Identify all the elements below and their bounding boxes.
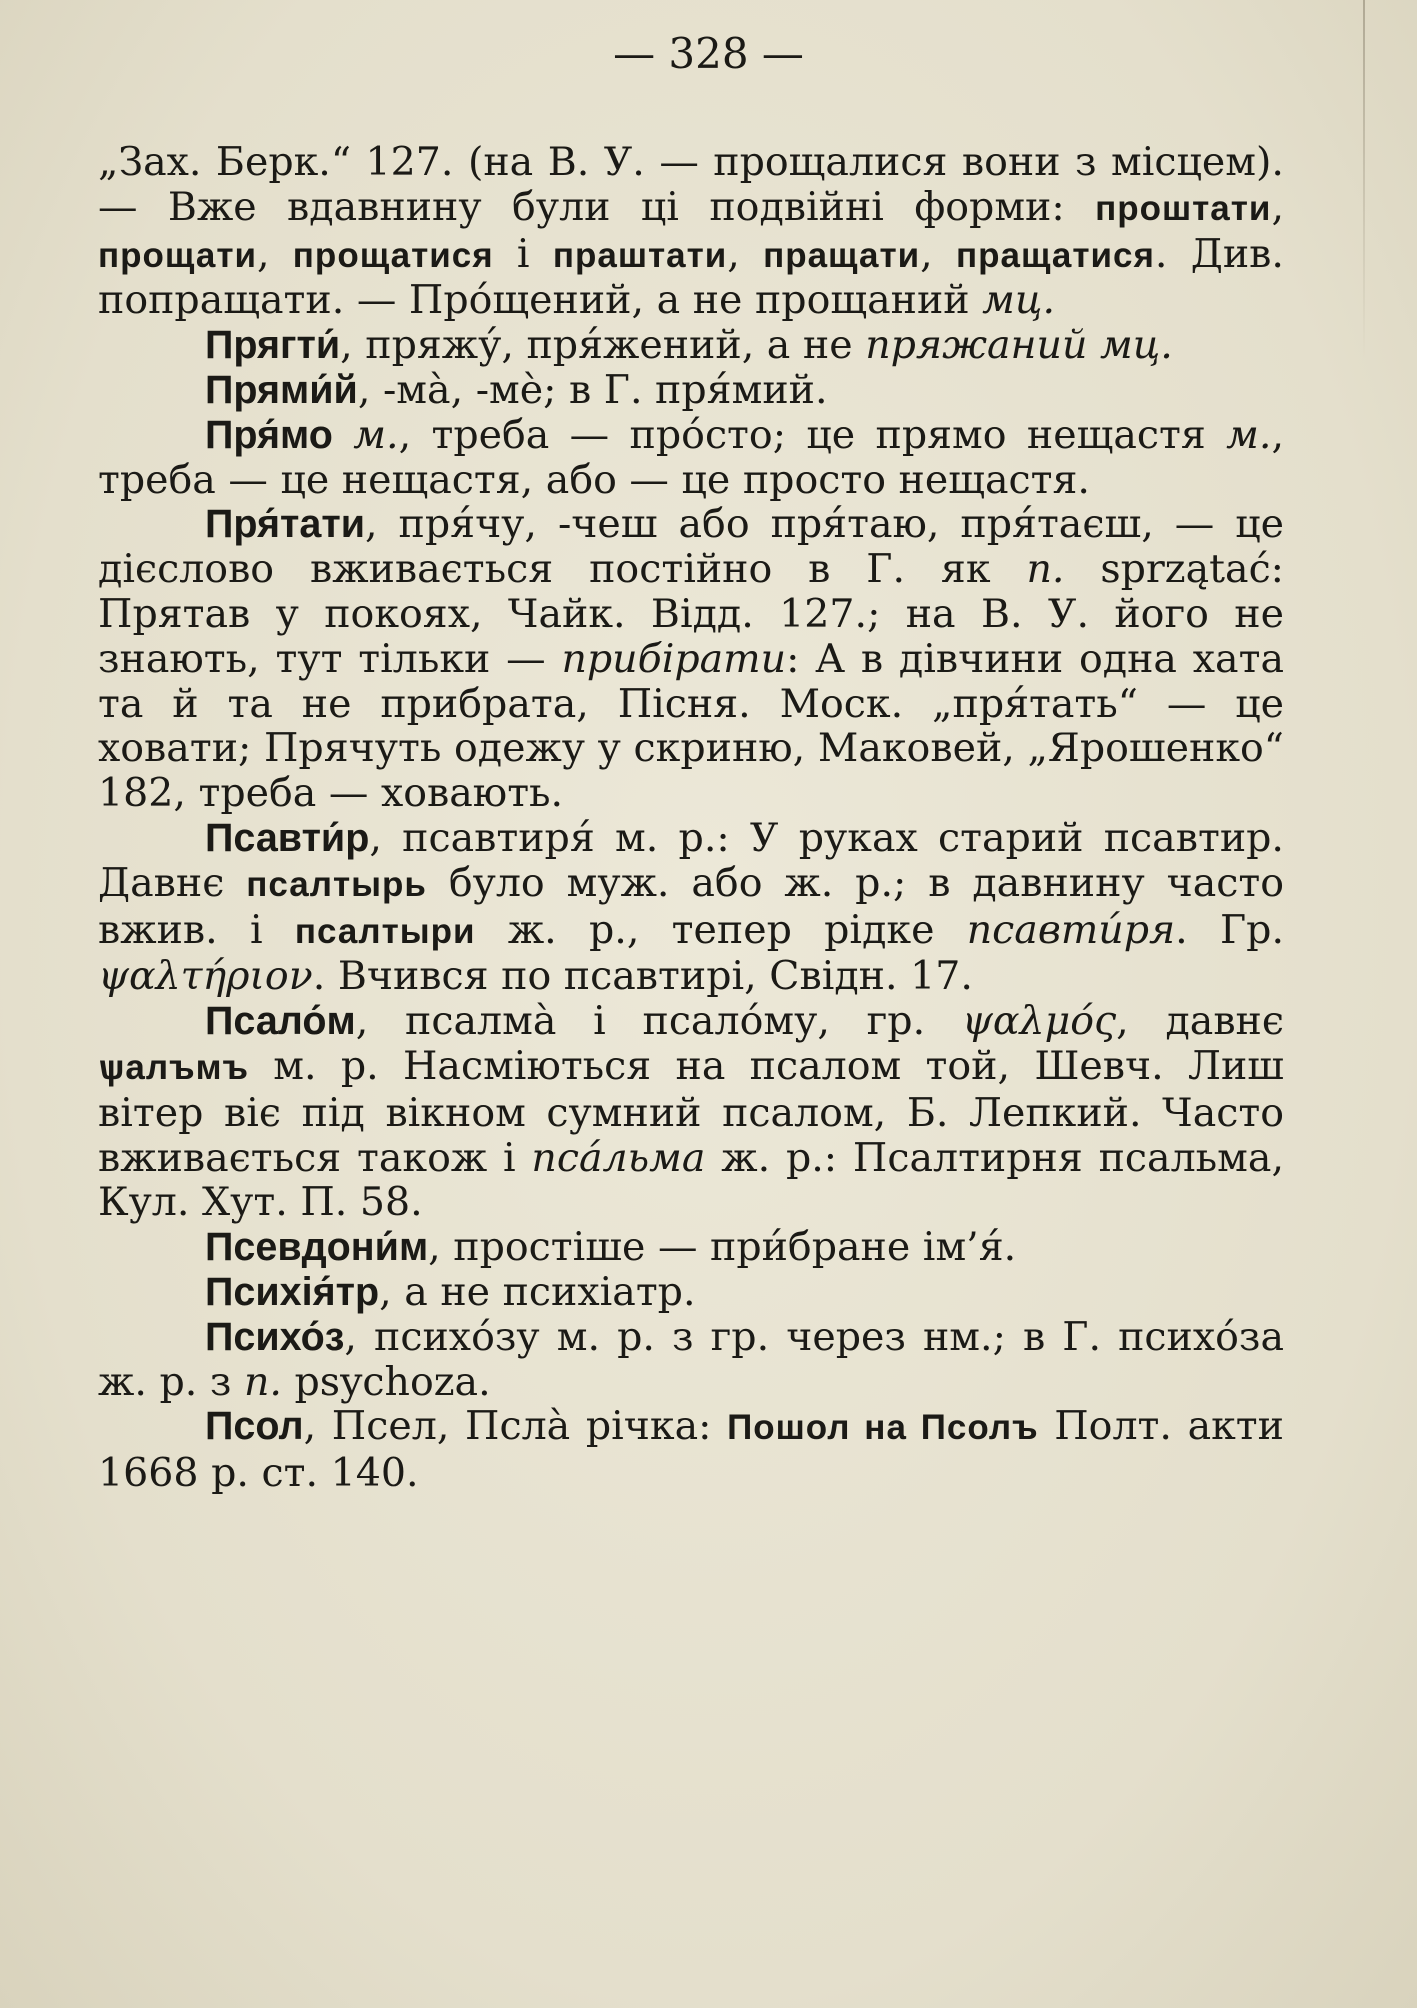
text-run: , психóзу м. р. з гр. через нм.; в Г. психóза ж. р. з: [98, 1313, 1284, 1405]
text-run: , треба — прóсто; це прямо нещастя: [398, 411, 1227, 458]
text-run: sprzątać: Прятав у покоях, Чайк. Відд. 127.; на В. У. його не знають, тут тільки —: [98, 546, 1284, 682]
old-slavonic-word: прощатися: [292, 235, 494, 275]
text-run: , пряжу́, пря́жений, а не: [340, 322, 866, 369]
headword: Псало́м: [205, 999, 356, 1044]
text-run: , простіше — при́бране ім’я́.: [428, 1224, 1017, 1271]
italic-text: пряжаний: [865, 322, 1088, 369]
old-slavonic-word: псалтыри: [294, 911, 476, 951]
text-run: ж. р., тепер рідке: [475, 906, 967, 953]
dictionary-entry: [98, 816, 1284, 999]
text-run: , давнє: [1116, 998, 1285, 1045]
italic-text: мц.: [982, 277, 1056, 324]
text-run: , пря́чу, -чеш або пря́таю, пря́таєш, — це дієслово вживається постійно в Г. як: [98, 501, 1284, 593]
text-run: ж. р.: Псалтирня псальма, Кул. Хут. П. 58.: [98, 1134, 1284, 1226]
text-run: м. р. Насміються на псалом той, Шевч. Лиш вітер віє під вікном сумний псалом, Б. Лепкий. Часто вживається також і: [98, 1042, 1284, 1181]
old-slavonic-word: прощати: [98, 235, 257, 275]
text-run: . Гр.: [1175, 906, 1284, 953]
italic-text: м.: [1226, 411, 1272, 458]
text-run: : А в дівчини одна хата та й та не прибрата, Пісня. Моск. „пря́тать“ — це ховати; Прячуть одежу у скриню, Маковей, „Ярошенко“ 182, треба — ховають.: [98, 635, 1284, 817]
old-slavonic-word: праштати: [552, 235, 728, 275]
text-run: , Псел, Пслà річка:: [303, 1403, 728, 1450]
continued-paragraph: [98, 140, 1284, 323]
dictionary-entry: [98, 1270, 1284, 1315]
old-slavonic-word: пращати: [763, 235, 921, 275]
text-run: ,: [256, 230, 293, 277]
text-run: , а не психіатр.: [379, 1268, 696, 1315]
old-slavonic-word: псалтырь: [246, 864, 427, 904]
old-slavonic-word: проштати: [1095, 188, 1272, 228]
headword: Психо́з: [205, 1314, 345, 1359]
headword: Прями́й: [205, 367, 358, 412]
dictionary-entry: [98, 413, 1284, 503]
dictionary-entry: [98, 502, 1284, 816]
italic-text: п.: [1026, 546, 1065, 593]
italic-text: мц.: [1099, 322, 1173, 369]
page-number: — 328 —: [613, 29, 804, 78]
dictionary-entry: [98, 1315, 1284, 1405]
old-slavonic-word: Пошол на Псолъ: [727, 1408, 1039, 1448]
text-run: . Див. попращати. — Прóщений, а не прощаний: [98, 230, 1284, 324]
headword: Пря́мо: [205, 412, 333, 457]
text-run: , псалмà і псалóму, гр.: [355, 998, 962, 1045]
italic-text: п.: [243, 1358, 282, 1405]
old-slavonic-word: пращатися: [955, 235, 1155, 275]
italic-text: ψαλτήριον: [98, 953, 313, 1000]
text-run: ,: [1271, 183, 1284, 230]
headword: Прягти́: [205, 323, 341, 368]
dictionary-entry: [98, 368, 1284, 413]
text-run: , -мà, -мè; в Г. пря́мий.: [357, 366, 828, 413]
dictionary-entry: [98, 999, 1284, 1225]
text-run: і: [493, 230, 553, 277]
italic-text: прибірати: [561, 635, 787, 682]
dictionary-text: [98, 140, 1284, 1496]
headword: Психія́тр: [205, 1269, 380, 1314]
headword: Псевдони́м: [205, 1225, 429, 1270]
text-run: , треба — це нещастя, або — це просто нещастя.: [98, 411, 1285, 503]
italic-text: пса́льма: [531, 1134, 706, 1181]
italic-text: псавти́ря: [966, 906, 1176, 953]
text-run: [333, 412, 353, 458]
text-run: psychoza.: [281, 1358, 491, 1405]
text-run: . Вчився по псавтирі, Свідн. 17.: [312, 953, 973, 1000]
headword: Пря́тати: [205, 502, 365, 547]
old-slavonic-word: ѱалъмъ: [98, 1047, 249, 1087]
text-run: ,: [727, 230, 764, 277]
italic-text: м.: [353, 411, 399, 458]
dictionary-entry: [98, 1225, 1284, 1270]
text-run: [1087, 322, 1100, 368]
text-run: Полт. акти 1668 р. ст. 140.: [98, 1403, 1284, 1497]
dictionary-entry: [98, 1404, 1284, 1496]
italic-text: ψαλμός: [961, 998, 1117, 1045]
headword: Псол: [205, 1404, 304, 1449]
text-run: ,: [920, 230, 956, 277]
dictionary-entry: [98, 323, 1284, 368]
text-run: „Зах. Берк.“ 127. (на В. У. — прощалися вони з місцем). — Вже вдавнину були ці подвійні форми:: [98, 139, 1284, 230]
headword: Псавти́р: [205, 815, 370, 860]
text-run: , псавтиря́ м. р.: У руках старий псавтир. Давнє: [98, 814, 1284, 906]
text-run: було муж. або ж. р.; в давнину часто вжив. і: [98, 859, 1285, 953]
